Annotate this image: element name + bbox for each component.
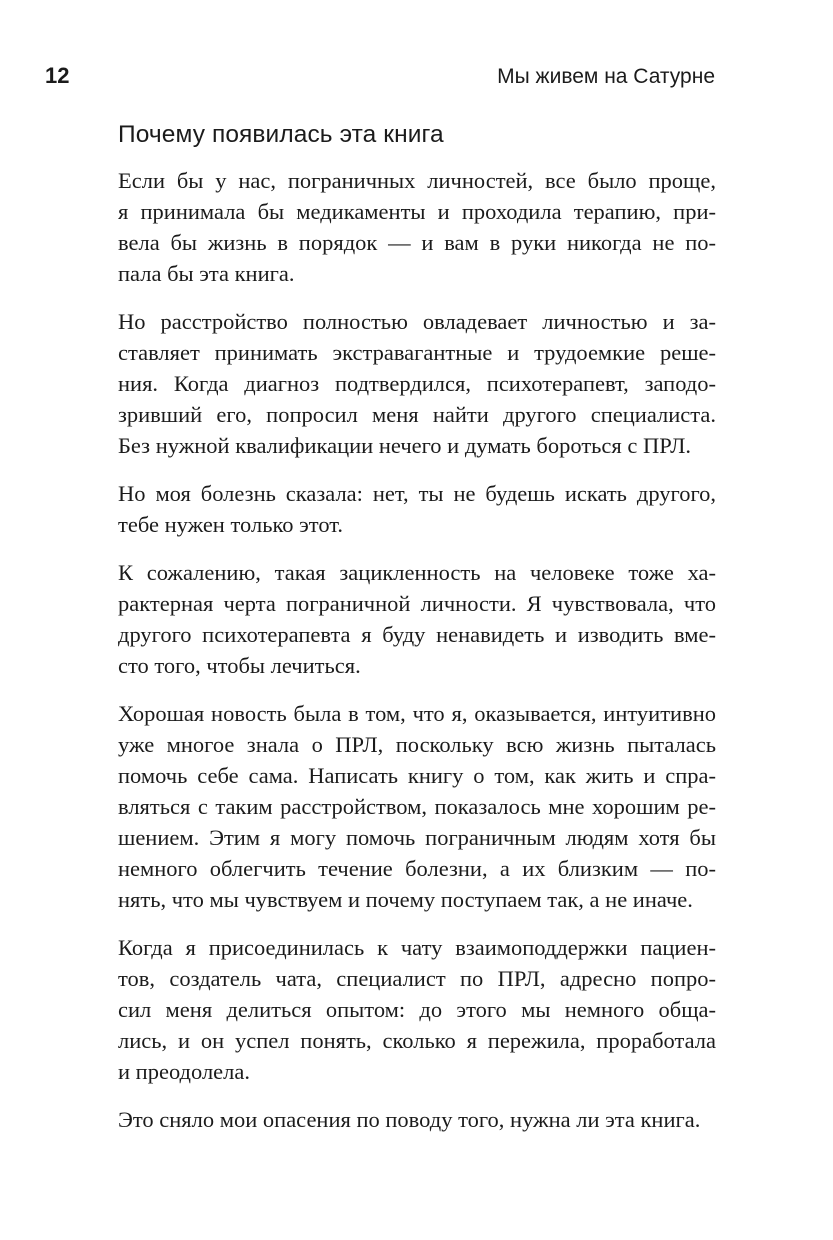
text-line: тов, создатель чата, специалист по ПРЛ, адресно попро- [118,966,716,991]
text-line: Но моя болезнь сказала: нет, ты не будешь искать другого, [118,481,716,506]
text-line: вела бы жизнь в порядок — и вам в руки никогда не по- [118,230,716,255]
text-line: пала бы эта книга. [118,261,295,286]
paragraph [118,478,716,540]
paragraph [118,1104,716,1135]
text-line: Если бы у нас, пограничных личностей, все было проще, [118,168,716,193]
chapter-heading: Почему появилась эта книга [118,121,444,148]
text-line: Хорошая новость была в том, что я, оказывается, интуитивно [118,701,716,726]
text-line: К сожалению, такая зацикленность на человеке тоже ха- [118,560,716,585]
text-line: Но расстройство полностью овладевает личностью и за- [118,309,716,334]
paragraph [118,932,716,1087]
text-line: рактерная черта пограничной личности. Я чувствовала, что [118,591,716,616]
text-line: другого психотерапевта я буду ненавидеть и изводить вме- [118,622,716,647]
paragraph [118,165,716,289]
text-line: Это сняло мои опасения по поводу того, нужна ли эта книга. [118,1107,701,1132]
text-line: лись, и он успел понять, сколько я пережила, проработала [118,1028,716,1053]
text-line: немного облегчить течение болезни, а их близким — по- [118,856,716,881]
text-line: сто того, чтобы лечиться. [118,653,361,678]
paragraph [118,698,716,915]
text-line: ния. Когда диагноз подтвердился, психотерапевт, заподо- [118,371,716,396]
text-line: Когда я присоединилась к чату взаимоподдержки пациен- [118,935,716,960]
paragraph [118,557,716,681]
text-line: ставляет принимать экстравагантные и трудоемкие реше- [118,340,716,365]
body-text [118,165,716,1152]
text-line: Без нужной квалификации нечего и думать бороться с ПРЛ. [118,433,691,458]
text-line: и преодолела. [118,1059,251,1084]
running-title: Мы живем на Сатурне [497,65,715,88]
text-line: вляться с таким расстройством, показалось мне хорошим ре- [118,794,716,819]
text-line: тебе нужен только этот. [118,512,344,537]
paragraph [118,306,716,461]
page-number: 12 [45,63,70,88]
text-line: я принимала бы медикаменты и проходила терапию, при- [118,199,716,224]
text-line: помочь себе сама. Написать книгу о том, как жить и спра- [118,763,716,788]
text-line: зривший его, попросил меня найти другого специалиста. [118,402,716,427]
text-line: сил меня делиться опытом: до этого мы немного обща- [118,997,716,1022]
text-line: уже многое знала о ПРЛ, поскольку всю жизнь пыталась [118,732,716,757]
text-line: нять, что мы чувствуем и почему поступаем так, а не иначе. [118,887,693,912]
text-line: шением. Этим я могу помочь пограничным людям хотя бы [118,825,716,850]
